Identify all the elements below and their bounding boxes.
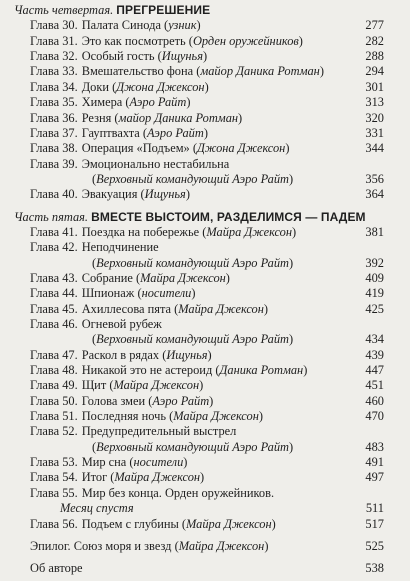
page-number: 288 xyxy=(365,49,384,64)
chapter-pov: узник xyxy=(168,18,197,33)
page-number: 294 xyxy=(365,64,384,79)
page-number: 497 xyxy=(365,470,384,485)
toc-entry-ch53[interactable]: Глава 53. Мир сна (носители) 491 xyxy=(30,455,384,470)
page-number: 356 xyxy=(365,171,384,186)
chapter-label: Глава 39. xyxy=(30,156,78,171)
about-title: Об авторе xyxy=(30,561,83,575)
part-title: ПРЕГРЕШЕНИЕ xyxy=(116,3,211,17)
chapter-title: Шпионаж xyxy=(81,286,135,301)
chapter-pov: носители xyxy=(133,455,184,470)
chapter-pov: Верховный командующий Аэро Райт xyxy=(96,255,289,270)
toc-entry-ch32[interactable]: Глава 32. Особый гость (Ищунья) 288 xyxy=(30,49,384,64)
chapter-label: Глава 46. xyxy=(30,316,78,331)
page-number: 511 xyxy=(365,501,384,516)
page-number: 425 xyxy=(365,301,384,316)
chapter-title: Голова змеи xyxy=(81,393,146,408)
chapter-title: Мир сна xyxy=(81,455,127,470)
toc-entry-ch35[interactable]: Глава 35. Химера (Аэро Райт) 313 xyxy=(30,95,384,110)
toc-entry-ch49[interactable]: Глава 49. Щит (Майра Джексон) 451 xyxy=(30,378,384,393)
toc-entry-ch52[interactable] xyxy=(0,423,410,439)
chapter-label: Глава 51. xyxy=(30,409,78,423)
chapter-title: Неподчинение xyxy=(81,240,159,255)
page-number: 483 xyxy=(365,439,384,454)
chapter-pov: Майра Джексон xyxy=(178,301,264,316)
chapter-title: Эмоционально нестабильна xyxy=(81,156,230,171)
chapter-label: Глава 50. xyxy=(30,393,78,408)
page-number: 447 xyxy=(365,363,384,377)
toc-entry-ch34[interactable]: Глава 34. Доки (Джона Джексон) 301 xyxy=(30,79,384,94)
epilogue-pov: Майра Джексон xyxy=(178,538,265,553)
toc-entry-ch33[interactable]: Глава 33. Вмешательство фона (майор Даника Ротман) 294 xyxy=(30,64,384,79)
chapter-title: Никакой это не астероид xyxy=(81,363,213,377)
chapter-pov: Ищунья xyxy=(144,187,186,202)
chapter-title: Вмешательство фона xyxy=(81,64,194,79)
chapter-title: Палата Синода xyxy=(81,18,161,33)
chapter-label: Глава 37. xyxy=(30,125,78,140)
chapter-pov: майор Даника Ротман xyxy=(118,110,239,125)
chapter-label: Глава 41. xyxy=(30,224,78,239)
toc-entry-ch42-cont[interactable]: (Верховный командующий Аэро Райт) 392 xyxy=(92,255,384,270)
chapter-title: Щит xyxy=(81,378,107,393)
chapter-title: Последняя ночь xyxy=(81,409,166,423)
chapter-title: Особый гость xyxy=(81,49,155,64)
chapter-pov: Майра Джексон xyxy=(114,470,201,485)
chapter-pov: Майра Джексон xyxy=(173,409,259,423)
page-number: 282 xyxy=(365,33,384,48)
toc-entry-ch55[interactable] xyxy=(0,485,410,501)
chapter-label: Глава 38. xyxy=(30,141,78,156)
toc-entry-ch45[interactable]: Глава 45. Ахиллесова пята (Майра Джексон) 425 xyxy=(30,301,384,316)
chapter-label: Глава 56. xyxy=(30,516,78,531)
chapter-title: Эвакуация xyxy=(81,187,138,202)
chapter-label: Глава 52. xyxy=(30,424,78,439)
toc-entry-ch48[interactable]: Глава 48. Никакой это не астероид (Даника Ротман) 447 xyxy=(30,363,384,377)
page-number: 364 xyxy=(365,187,384,202)
page-number: 538 xyxy=(365,561,384,575)
chapter-title: Предупредительный выстрел xyxy=(81,424,237,439)
chapter-title: Собрание xyxy=(81,270,133,285)
chapter-pov: Верховный командующий Аэро Райт xyxy=(96,439,289,454)
toc-entry-ch52-cont[interactable]: (Верховный командующий Аэро Райт) 483 xyxy=(92,439,384,454)
toc-entry-ch38[interactable]: Глава 38. Операция «Подъем» (Джона Джексон) 344 xyxy=(30,141,384,156)
chapter-pov: Аэро Райт xyxy=(129,95,187,110)
page-number: 344 xyxy=(365,141,384,156)
toc-entry-ch40[interactable]: Глава 40. Эвакуация (Ищунья) 364 xyxy=(30,187,384,202)
chapter-label: Глава 43. xyxy=(30,270,78,285)
chapter-pov: Даника Ротман xyxy=(219,363,304,377)
toc-entry-ch41[interactable]: Глава 41. Поездка на побережье (Майра Джексон) 381 xyxy=(30,224,384,239)
toc-entry-ch47[interactable]: Глава 47. Раскол в рядах (Ищунья) 439 xyxy=(30,347,384,362)
chapter-label: Глава 32. xyxy=(30,49,78,64)
toc-entry-about[interactable] xyxy=(0,560,410,576)
part-title: ВМЕСТЕ ВЫСТОИМ, РАЗДЕЛИМСЯ — ПАДЕМ xyxy=(91,209,366,224)
toc-entry-ch46-cont[interactable]: (Верховный командующий Аэро Райт) 434 xyxy=(92,332,384,347)
chapter-label: Глава 42. xyxy=(30,240,78,255)
part-four-header xyxy=(0,2,410,18)
toc-entry-ch55-cont[interactable] xyxy=(0,500,410,516)
chapter-title: Операция «Подъем» xyxy=(81,141,190,156)
chapter-pov: Джона Джексон xyxy=(116,79,205,94)
part-label: Часть четвертая. xyxy=(14,3,114,17)
chapter-label: Глава 35. xyxy=(30,95,78,110)
toc-entry-ch42[interactable] xyxy=(0,239,410,255)
toc-entry-ch39[interactable] xyxy=(0,156,410,172)
chapter-pov: Ищунья xyxy=(166,347,208,362)
chapter-pov: Майра Джексон xyxy=(140,270,226,285)
part-label: Часть пятая. xyxy=(14,209,89,224)
chapter-pov: Ищунья xyxy=(161,49,203,64)
page-number: 525 xyxy=(365,538,384,553)
chapter-title: Мир без конца. Орден оружейников. xyxy=(81,485,275,500)
toc-entry-ch50[interactable]: Глава 50. Голова змеи (Аэро Райт) 460 xyxy=(30,393,384,408)
chapter-pov: Майра Джексон xyxy=(206,224,293,239)
chapter-pov: Аэро Райт xyxy=(152,393,210,408)
toc-entry-ch46[interactable] xyxy=(0,316,410,332)
page-number: 392 xyxy=(365,255,384,270)
page-number: 517 xyxy=(365,516,384,531)
toc-entry-ch56[interactable]: Глава 56. Подъем с глубины (Майра Джексон) 517 xyxy=(30,516,384,531)
chapter-pov: Майра Джексон xyxy=(113,378,200,393)
chapter-title: Ахиллесова пята xyxy=(81,301,172,316)
epilogue-title: Эпилог. Союз моря и звезд xyxy=(30,538,172,553)
page-number: 313 xyxy=(365,95,384,110)
page-number: 434 xyxy=(365,332,384,347)
toc-entry-ch30[interactable]: Глава 30. Палата Синода (узник) 277 xyxy=(30,18,384,33)
chapter-label: Глава 36. xyxy=(30,110,78,125)
chapter-title: Поездка на побережье xyxy=(81,224,200,239)
chapter-label: Глава 54. xyxy=(30,470,78,485)
page-number: 381 xyxy=(365,224,384,239)
chapter-label: Глава 40. xyxy=(30,187,78,202)
page-number: 460 xyxy=(365,393,384,408)
page-number: 451 xyxy=(365,378,384,393)
chapter-title: Химера xyxy=(81,95,123,110)
chapter-pov: Месяц спустя xyxy=(60,501,134,516)
chapter-title: Раскол в рядах xyxy=(81,347,160,362)
chapter-pov: Джона Джексон xyxy=(196,141,286,156)
chapter-pov: Орден оружейников xyxy=(192,33,299,48)
chapter-label: Глава 53. xyxy=(30,455,78,470)
chapter-label: Глава 30. xyxy=(30,18,78,33)
page-number: 331 xyxy=(365,125,384,140)
page-number: 320 xyxy=(365,110,384,125)
toc-entry-ch44[interactable]: Глава 44. Шпионаж (носители) 419 xyxy=(30,286,384,301)
chapter-label: Глава 45. xyxy=(30,301,78,316)
chapter-label: Глава 47. xyxy=(30,347,78,362)
chapter-title: Это как посмотреть xyxy=(81,33,186,48)
toc-entry-ch51[interactable]: Глава 51. Последняя ночь (Майра Джексон) 470 xyxy=(30,409,384,423)
page-number: 491 xyxy=(365,455,384,470)
chapter-label: Глава 44. xyxy=(30,286,78,301)
page-number: 409 xyxy=(365,270,384,285)
chapter-pov: Верховный командующий Аэро Райт xyxy=(96,171,289,186)
chapter-label: Глава 33. xyxy=(30,64,78,79)
chapter-title: Резня xyxy=(81,110,112,125)
chapter-pov: майор Даника Ротман xyxy=(200,64,320,79)
chapter-label: Глава 55. xyxy=(30,485,78,500)
page-number: 439 xyxy=(365,347,384,362)
chapter-title: Подъем с глубины xyxy=(81,516,179,531)
chapter-pov: носители xyxy=(141,286,192,301)
chapter-pov: Майра Джексон xyxy=(186,516,272,531)
chapter-title: Итог xyxy=(81,470,108,485)
chapter-title: Доки xyxy=(81,79,109,94)
chapter-label: Глава 34. xyxy=(30,79,78,94)
toc-entry-ch39-cont[interactable]: (Верховный командующий Аэро Райт) 356 xyxy=(92,171,384,186)
chapter-label: Глава 48. xyxy=(30,363,78,377)
chapter-pov: Аэро Райт xyxy=(147,125,204,140)
page-number: 470 xyxy=(365,409,384,423)
toc-entry-ch36[interactable]: Глава 36. Резня (майор Даника Ротман) 320 xyxy=(30,110,384,125)
chapter-title: Огневой рубеж xyxy=(81,316,162,331)
part-five-header xyxy=(0,209,410,225)
toc-entry-epilogue[interactable]: Эпилог. Союз моря и звезд (Майра Джексон) 525 xyxy=(30,538,384,553)
page-number: 277 xyxy=(365,18,384,33)
toc-entry-ch31[interactable]: Глава 31. Это как посмотреть (Орден оружейников) 282 xyxy=(30,33,384,48)
page-number: 301 xyxy=(365,79,384,94)
toc-entry-ch54[interactable]: Глава 54. Итог (Майра Джексон) 497 xyxy=(30,470,384,485)
chapter-pov: Верховный командующий Аэро Райт xyxy=(96,332,289,347)
page-number: 419 xyxy=(365,286,384,301)
toc-entry-ch43[interactable]: Глава 43. Собрание (Майра Джексон) 409 xyxy=(30,270,384,285)
toc-entry-ch37[interactable]: Глава 37. Гауптвахта (Аэро Райт) 331 xyxy=(30,125,384,140)
chapter-title: Гауптвахта xyxy=(81,125,140,140)
chapter-label: Глава 31. xyxy=(30,33,78,48)
chapter-label: Глава 49. xyxy=(30,378,78,393)
